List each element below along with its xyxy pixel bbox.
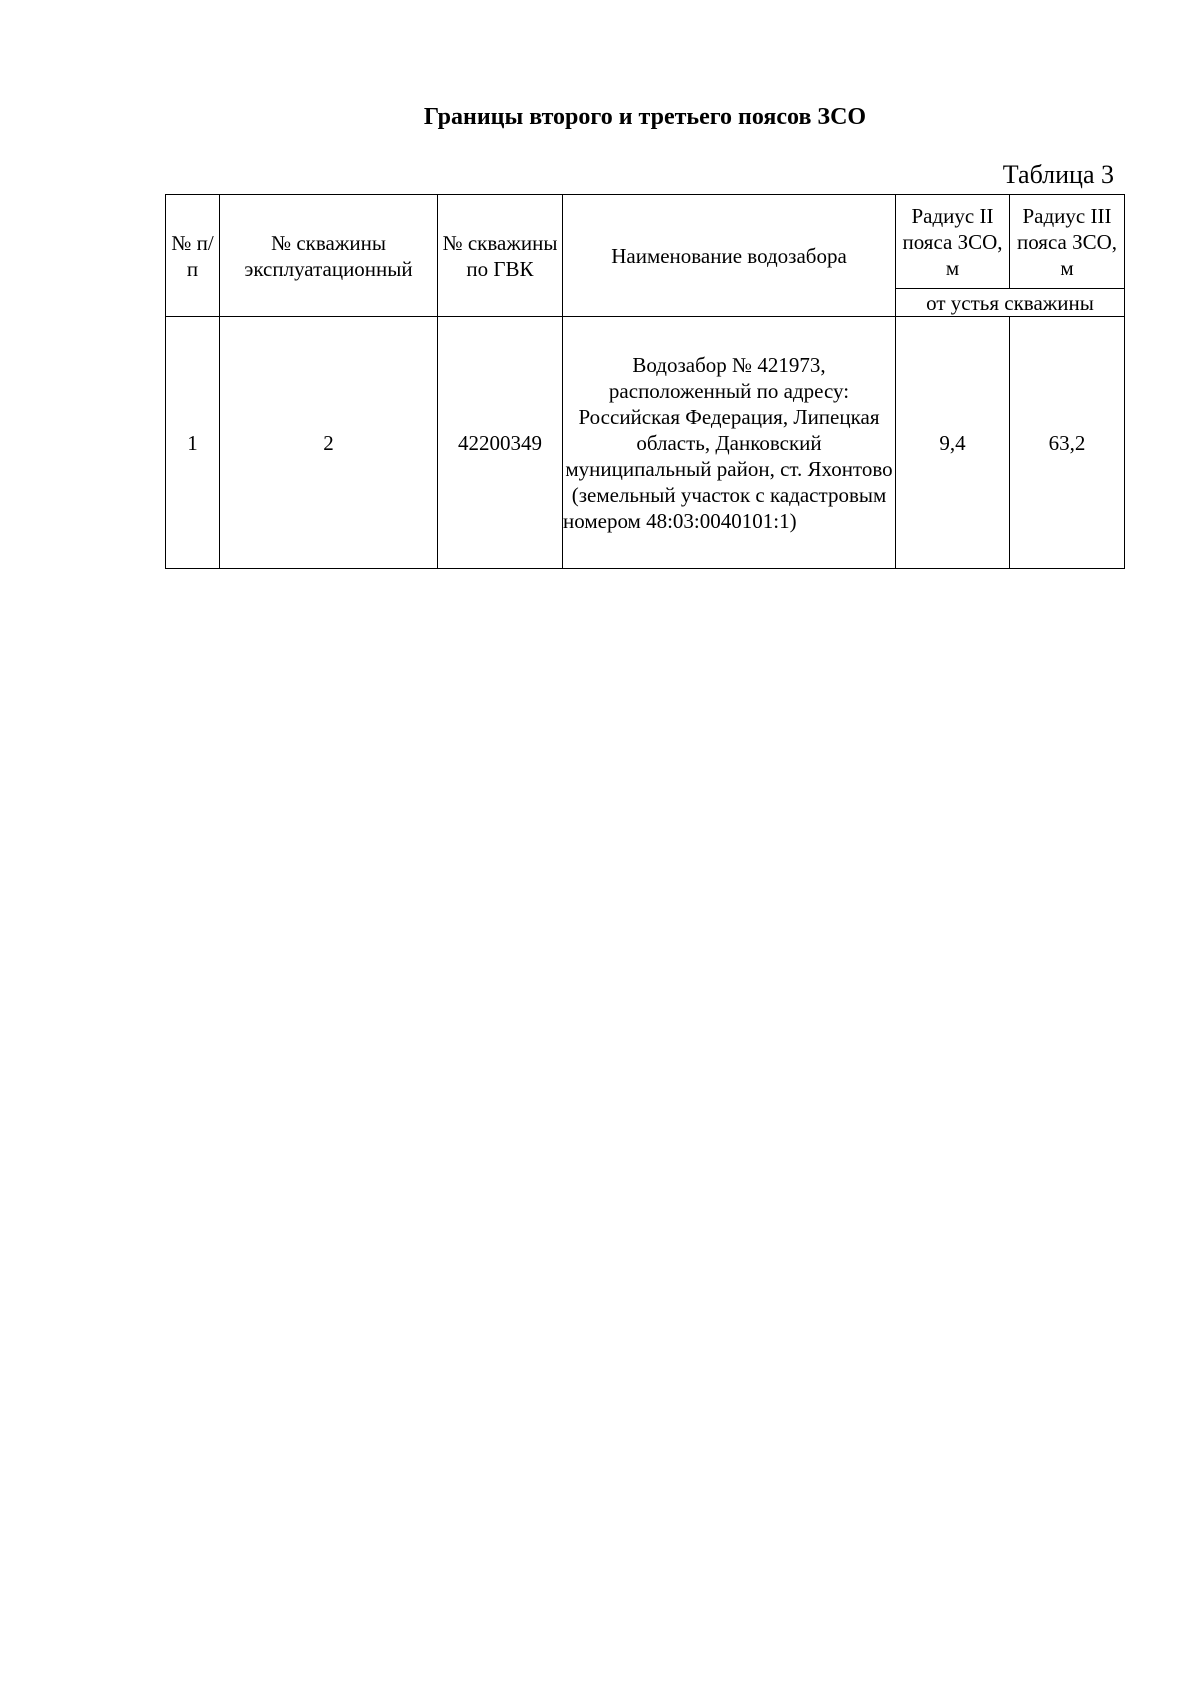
- cell-row-number: 1: [166, 317, 220, 569]
- header-well-gvk: № скважины по ГВК: [438, 195, 563, 317]
- header-radius-zone-3: Радиус III пояса ЗСО, м: [1010, 195, 1125, 289]
- cell-radius-zone-3: 63,2: [1010, 317, 1125, 569]
- table-header-row: [166, 195, 1125, 289]
- zso-boundaries-table: [165, 194, 1125, 569]
- header-radius-zone-2: Радиус II пояса ЗСО, м: [896, 195, 1010, 289]
- table-label: Таблица 3: [1002, 160, 1114, 189]
- cell-intake-name: Водозабор № 421973, расположенный по адресу: Российская Федерация, Липецкая область, Данковский муниципальный район, ст. Яхонтово (земельный участок с кадастровым номером 48:03:0040101:1): [563, 317, 896, 569]
- table-row: [166, 317, 1125, 569]
- header-radius-reference: от устья скважины: [896, 289, 1125, 317]
- header-row-number: № п/п: [166, 195, 220, 317]
- cell-well-gvk: 42200349: [438, 317, 563, 569]
- header-intake-name: Наименование водозабора: [563, 195, 896, 317]
- cell-radius-zone-2: 9,4: [896, 317, 1010, 569]
- header-well-exploitation: № скважины эксплуатационный: [220, 195, 438, 317]
- document-title: Границы второго и третьего поясов ЗСО: [423, 104, 867, 130]
- cell-well-exploitation: 2: [220, 317, 438, 569]
